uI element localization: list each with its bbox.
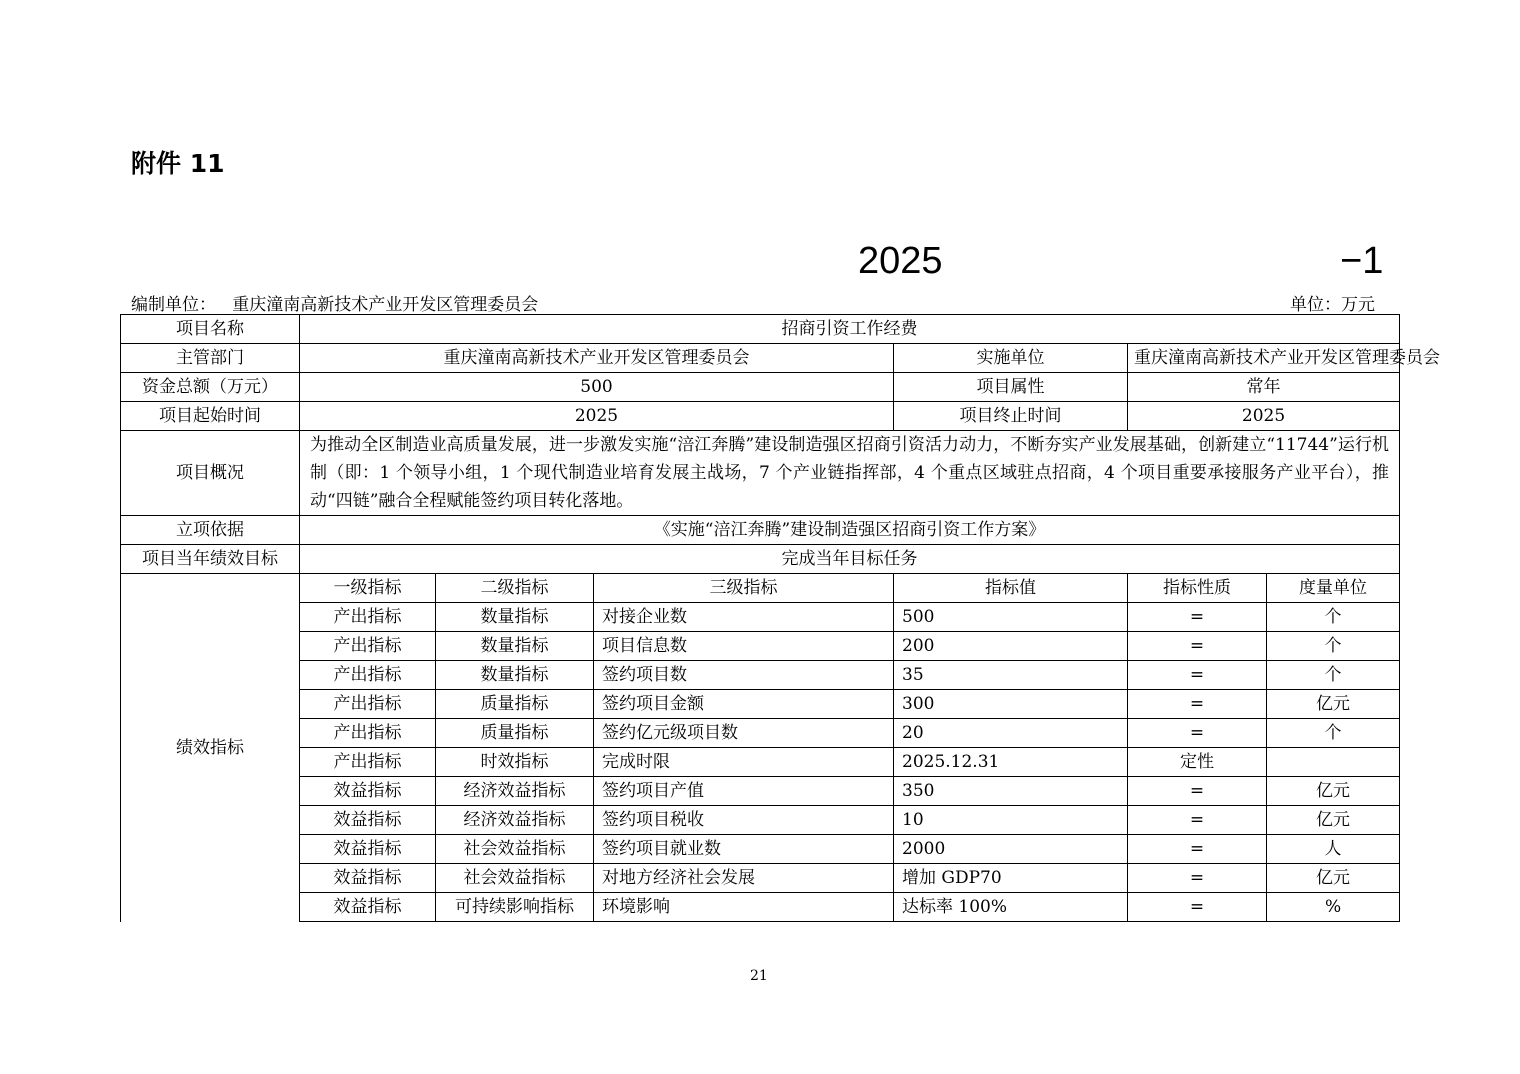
level3-cell: 项目信息数: [594, 632, 894, 661]
unit-cell: 个: [1267, 719, 1400, 748]
header-unit: 度量单位: [1267, 574, 1400, 603]
page-number: 21: [750, 968, 768, 984]
unit-label: 单位：万元: [1290, 295, 1375, 315]
value-cell: 200: [894, 632, 1128, 661]
unit-cell: 亿元: [1267, 806, 1400, 835]
value-cell: 2025.12.31: [894, 748, 1128, 777]
value-cell: 500: [894, 603, 1128, 632]
title-suffix: −1: [1340, 240, 1384, 282]
project-name-value: 招商引资工作经费: [300, 315, 1400, 344]
level2-cell: 质量指标: [436, 690, 594, 719]
level3-cell: 签约项目金额: [594, 690, 894, 719]
impl-value: 重庆潼南高新技术产业开发区管理委员会: [1128, 344, 1400, 373]
level2-cell: 经济效益指标: [436, 806, 594, 835]
header-value: 指标值: [894, 574, 1128, 603]
fund-value: 500: [300, 373, 894, 402]
table-row: [121, 777, 1400, 806]
unit-cell: %: [1267, 893, 1400, 922]
nature-cell: =: [1128, 806, 1267, 835]
value-cell: 10: [894, 806, 1128, 835]
compiler-line: [131, 290, 538, 315]
table-row: [121, 661, 1400, 690]
row-overview: [121, 431, 1400, 516]
level2-cell: 社会效益指标: [436, 835, 594, 864]
level3-cell: 完成时限: [594, 748, 894, 777]
nature-cell: 定性: [1128, 748, 1267, 777]
level1-cell: 产出指标: [300, 603, 436, 632]
unit-cell: 个: [1267, 661, 1400, 690]
table-row: [121, 632, 1400, 661]
level1-cell: 效益指标: [300, 806, 436, 835]
overview-label: 项目概况: [121, 431, 300, 516]
nature-cell: =: [1128, 719, 1267, 748]
goal-value: 完成当年目标任务: [300, 545, 1400, 574]
unit-cell: 人: [1267, 835, 1400, 864]
level1-cell: 产出指标: [300, 719, 436, 748]
level1-cell: 产出指标: [300, 661, 436, 690]
unit-cell: [1267, 748, 1400, 777]
row-project-name: [121, 315, 1400, 344]
value-cell: 20: [894, 719, 1128, 748]
level3-cell: 签约亿元级项目数: [594, 719, 894, 748]
unit-cell: 亿元: [1267, 864, 1400, 893]
fund-label: 资金总额（万元）: [121, 373, 300, 402]
attachment-label: 附件 11: [131, 149, 225, 178]
header-level1: 一级指标: [300, 574, 436, 603]
attr-label: 项目属性: [894, 373, 1128, 402]
nature-cell: =: [1128, 893, 1267, 922]
table-row: [121, 719, 1400, 748]
row-fund: [121, 373, 1400, 402]
level3-cell: 签约项目产值: [594, 777, 894, 806]
table-row: [121, 690, 1400, 719]
header-level3: 三级指标: [594, 574, 894, 603]
nature-cell: =: [1128, 864, 1267, 893]
level1-cell: 效益指标: [300, 777, 436, 806]
project-name-label: 项目名称: [121, 315, 300, 344]
level1-cell: 效益指标: [300, 893, 436, 922]
basis-label: 立项依据: [121, 516, 300, 545]
title-year: 2025: [858, 240, 943, 282]
level3-cell: 环境影响: [594, 893, 894, 922]
value-cell: 达标率 100%: [894, 893, 1128, 922]
table-row: [121, 835, 1400, 864]
table-row: [121, 864, 1400, 893]
level3-cell: 对接企业数: [594, 603, 894, 632]
attr-value: 常年: [1128, 373, 1400, 402]
value-cell: 300: [894, 690, 1128, 719]
table-row: [121, 806, 1400, 835]
level2-cell: 时效指标: [436, 748, 594, 777]
level2-cell: 数量指标: [436, 632, 594, 661]
nature-cell: =: [1128, 777, 1267, 806]
level2-cell: 质量指标: [436, 719, 594, 748]
nature-cell: =: [1128, 835, 1267, 864]
header-level2: 二级指标: [436, 574, 594, 603]
level1-cell: 产出指标: [300, 748, 436, 777]
value-cell: 350: [894, 777, 1128, 806]
level3-cell: 对地方经济社会发展: [594, 864, 894, 893]
unit-cell: 个: [1267, 632, 1400, 661]
row-time: [121, 402, 1400, 431]
row-department: [121, 344, 1400, 373]
level2-cell: 经济效益指标: [436, 777, 594, 806]
end-label: 项目终止时间: [894, 402, 1128, 431]
table-row: [121, 603, 1400, 632]
level1-cell: 效益指标: [300, 864, 436, 893]
overview-value: 为推动全区制造业高质量发展，进一步激发实施“涪江奔腾”建设制造强区招商引资活力动力，不断夯实产业发展基础，创新建立“11744”运行机制（即：1 个领导小组，1 个现代制造业培育发展主战场，7 个产业链指挥部，4 个重点区域驻点招商，4 个项目重要承接服务产业平台），推动“四链”融合全程赋能签约项目转化落地。: [300, 431, 1400, 516]
start-value: 2025: [300, 402, 894, 431]
level3-cell: 签约项目税收: [594, 806, 894, 835]
level1-cell: 产出指标: [300, 632, 436, 661]
row-goal: [121, 545, 1400, 574]
level2-cell: 数量指标: [436, 603, 594, 632]
table-row: [121, 893, 1400, 922]
level2-cell: 数量指标: [436, 661, 594, 690]
nature-cell: =: [1128, 632, 1267, 661]
impl-label: 实施单位: [894, 344, 1128, 373]
end-value: 2025: [1128, 402, 1400, 431]
level1-cell: 效益指标: [300, 835, 436, 864]
level1-cell: 产出指标: [300, 690, 436, 719]
value-cell: 增加 GDP70: [894, 864, 1128, 893]
dept-label: 主管部门: [121, 344, 300, 373]
compiler-label: 编制单位：: [131, 295, 216, 315]
value-cell: 35: [894, 661, 1128, 690]
nature-cell: =: [1128, 661, 1267, 690]
compiler-name: 重庆潼南高新技术产业开发区管理委员会: [232, 295, 539, 315]
level2-cell: 可持续影响指标: [436, 893, 594, 922]
nature-cell: =: [1128, 690, 1267, 719]
table-row: [121, 748, 1400, 777]
level2-cell: 社会效益指标: [436, 864, 594, 893]
project-table: [120, 314, 1440, 922]
header-nature: 指标性质: [1128, 574, 1267, 603]
goal-label: 项目当年绩效目标: [121, 545, 300, 574]
basis-value: 《实施“涪江奔腾”建设制造强区招商引资工作方案》: [300, 516, 1400, 545]
dept-value: 重庆潼南高新技术产业开发区管理委员会: [300, 344, 894, 373]
unit-cell: 亿元: [1267, 690, 1400, 719]
row-basis: [121, 516, 1400, 545]
row-indicator-header: [121, 574, 1400, 603]
start-label: 项目起始时间: [121, 402, 300, 431]
nature-cell: =: [1128, 603, 1267, 632]
level3-cell: 签约项目数: [594, 661, 894, 690]
unit-cell: 亿元: [1267, 777, 1400, 806]
value-cell: 2000: [894, 835, 1128, 864]
unit-cell: 个: [1267, 603, 1400, 632]
level3-cell: 签约项目就业数: [594, 835, 894, 864]
perf-label: 绩效指标: [121, 574, 300, 922]
